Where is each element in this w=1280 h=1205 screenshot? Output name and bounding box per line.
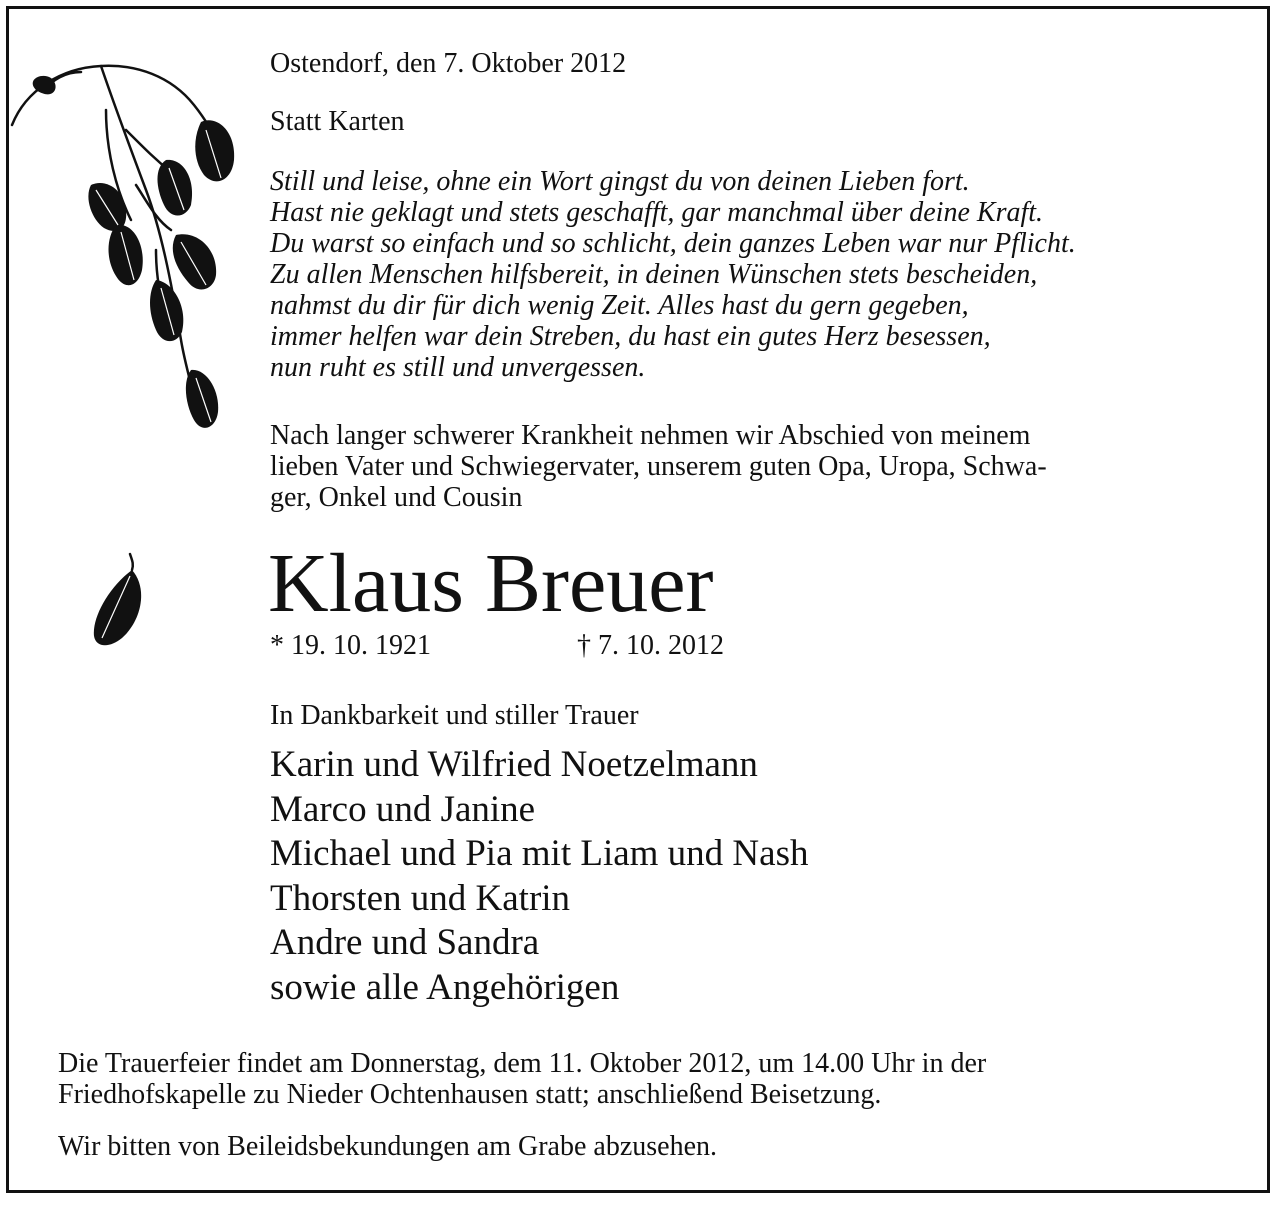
falling-leaf-icon	[88, 548, 148, 653]
poem-line: nun ruht es still und unvergessen.	[270, 352, 646, 383]
mourner-list	[270, 743, 808, 1010]
poem-line: Still und leise, ohne ein Wort gingst du von deinen Lieben fort.	[270, 166, 970, 197]
announcement-line: Nach langer schwerer Krankheit nehmen wir Abschied von meinem	[270, 420, 1031, 451]
service-line: Friedhofskapelle zu Nieder Ochtenhausen statt; anschließend Beisetzung.	[58, 1079, 882, 1110]
poem-line: immer helfen war dein Streben, du hast ein gutes Herz besessen,	[270, 321, 991, 352]
death-date: † 7. 10. 2012	[577, 630, 724, 661]
service-info	[58, 1048, 986, 1110]
mourner-name: Michael und Pia mit Liam und Nash	[270, 833, 809, 874]
poem	[270, 166, 1076, 383]
announcement-line: ger, Onkel und Cousin	[270, 482, 523, 513]
statt-karten: Statt Karten	[270, 106, 405, 137]
deceased-name: Klaus Breuer	[268, 537, 714, 630]
birth-date: * 19. 10. 1921	[270, 630, 431, 661]
poem-line: nahmst du dir für dich wenig Zeit. Alles hast du gern gegeben,	[270, 290, 969, 321]
poem-line: Hast nie geklagt und stets geschafft, gar manchmal über deine Kraft.	[270, 197, 1044, 228]
mourner-name: sowie alle Angehörigen	[270, 966, 620, 1008]
poem-line: Du warst so einfach und so schlicht, dein ganzes Leben war nur Pflicht.	[270, 228, 1076, 259]
condolence-request: Wir bitten von Beileidsbekundungen am Grabe abzusehen.	[58, 1131, 718, 1162]
mourner-name: Marco und Janine	[270, 788, 536, 830]
service-line: Die Trauerfeier findet am Donnerstag, dem 11. Oktober 2012, um 14.00 Uhr in der	[58, 1048, 987, 1079]
place-date: Ostendorf, den 7. Oktober 2012	[270, 48, 627, 79]
announcement	[270, 420, 1047, 513]
poem-line: Zu allen Menschen hilfsbereit, in deinen Wünschen stets bescheiden,	[270, 259, 1038, 290]
mourning-intro: In Dankbarkeit und stiller Trauer	[270, 700, 639, 731]
announcement-line: lieben Vater und Schwiegervater, unserem guten Opa, Uropa, Schwa-	[270, 451, 1047, 482]
birch-branch-icon	[6, 50, 256, 450]
mourner-name: Andre und Sandra	[270, 922, 540, 963]
mourner-name: Karin und Wilfried Noetzelmann	[270, 744, 758, 785]
mourner-name: Thorsten und Katrin	[270, 877, 571, 919]
